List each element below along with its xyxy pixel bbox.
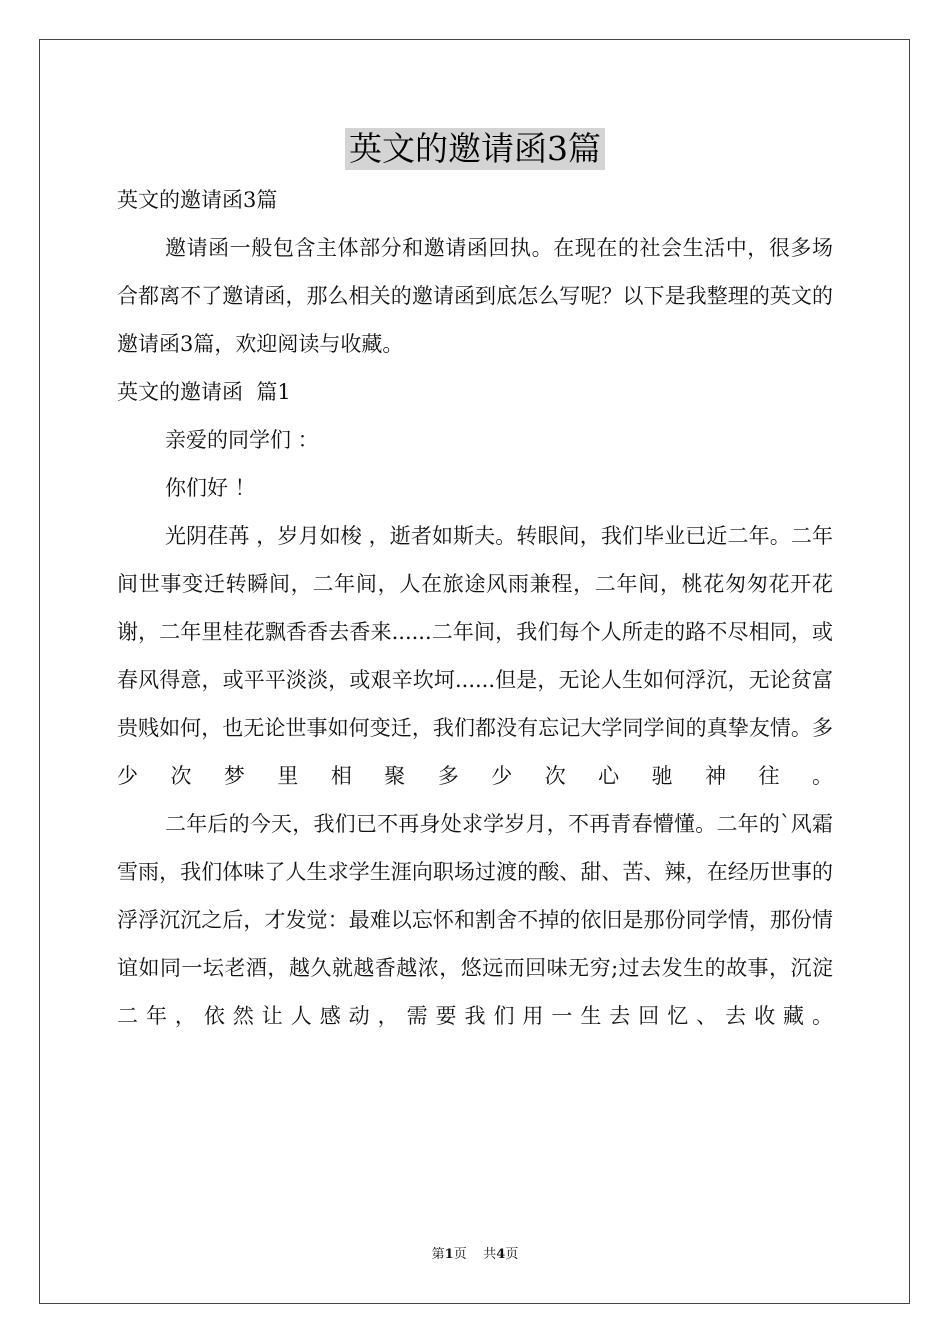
page-footer: [0, 1245, 950, 1265]
page-number-suffix: 页: [453, 1247, 467, 1262]
salutation-line: 亲爱的同学们 ：: [165, 428, 319, 452]
total-pages-prefix: 共: [483, 1247, 497, 1262]
document-title: 英文的邀请函3篇: [345, 128, 605, 170]
page-number-prefix: 第: [431, 1247, 445, 1262]
body-paragraph-2: 二年后的今天，我们已不再身处求学岁月，不再青春懵懂。二年的`风霜雪雨，我们体味了人生求学生涯向职场过渡的酸、甜、苦、辣，在经历世事的浮浮沉沉之后，才发觉：最难以忘怀和割舍不掉的依旧是那份同学情，那份情谊如同一坛老酒，越久就越香越浓，悠远而回味无穷;过去发生的故事，沉淀二年，依然让人感动，需要我们用一生去回忆、去收藏。: [117, 812, 833, 1028]
greeting-line: 你们好 ！: [165, 476, 256, 500]
document-body: [117, 176, 833, 1040]
body-paragraph-1: 光阴荏苒 ，岁月如梭 ，逝者如斯夫。转眼间，我们毕业已近二年。二年间世事变迁转瞬间，二年间，人在旅途风雨兼程，二年间，桃花匆匆花开花谢，二年里桂花飘香香去香来......二年间，我们每个人所走的路不尽相同，或春风得意，或平平淡淡，或艰辛坎坷......但是，无论人生如何浮沉，无论贫富贵贱如何，也无论世事如何变迁，我们都没有忘记大学同学间的真挚友情。多少次梦里相聚多少次心驰神往。: [117, 524, 833, 788]
document-subtitle: 英文的邀请函3篇: [117, 188, 278, 212]
current-page-number: 1: [444, 1247, 454, 1262]
title-area: [0, 128, 950, 170]
total-pages-suffix: 页: [505, 1247, 519, 1262]
section-heading: 英文的邀请函 篇1: [117, 380, 291, 404]
intro-paragraph: 邀请函一般包含主体部分和邀请函回执。在现在的社会生活中，很多场合都离不了邀请函，那么相关的邀请函到底怎么写呢？以下是我整理的英文的邀请函3篇，欢迎阅读与收藏。: [117, 236, 833, 356]
total-pages-number: 4: [496, 1247, 506, 1262]
